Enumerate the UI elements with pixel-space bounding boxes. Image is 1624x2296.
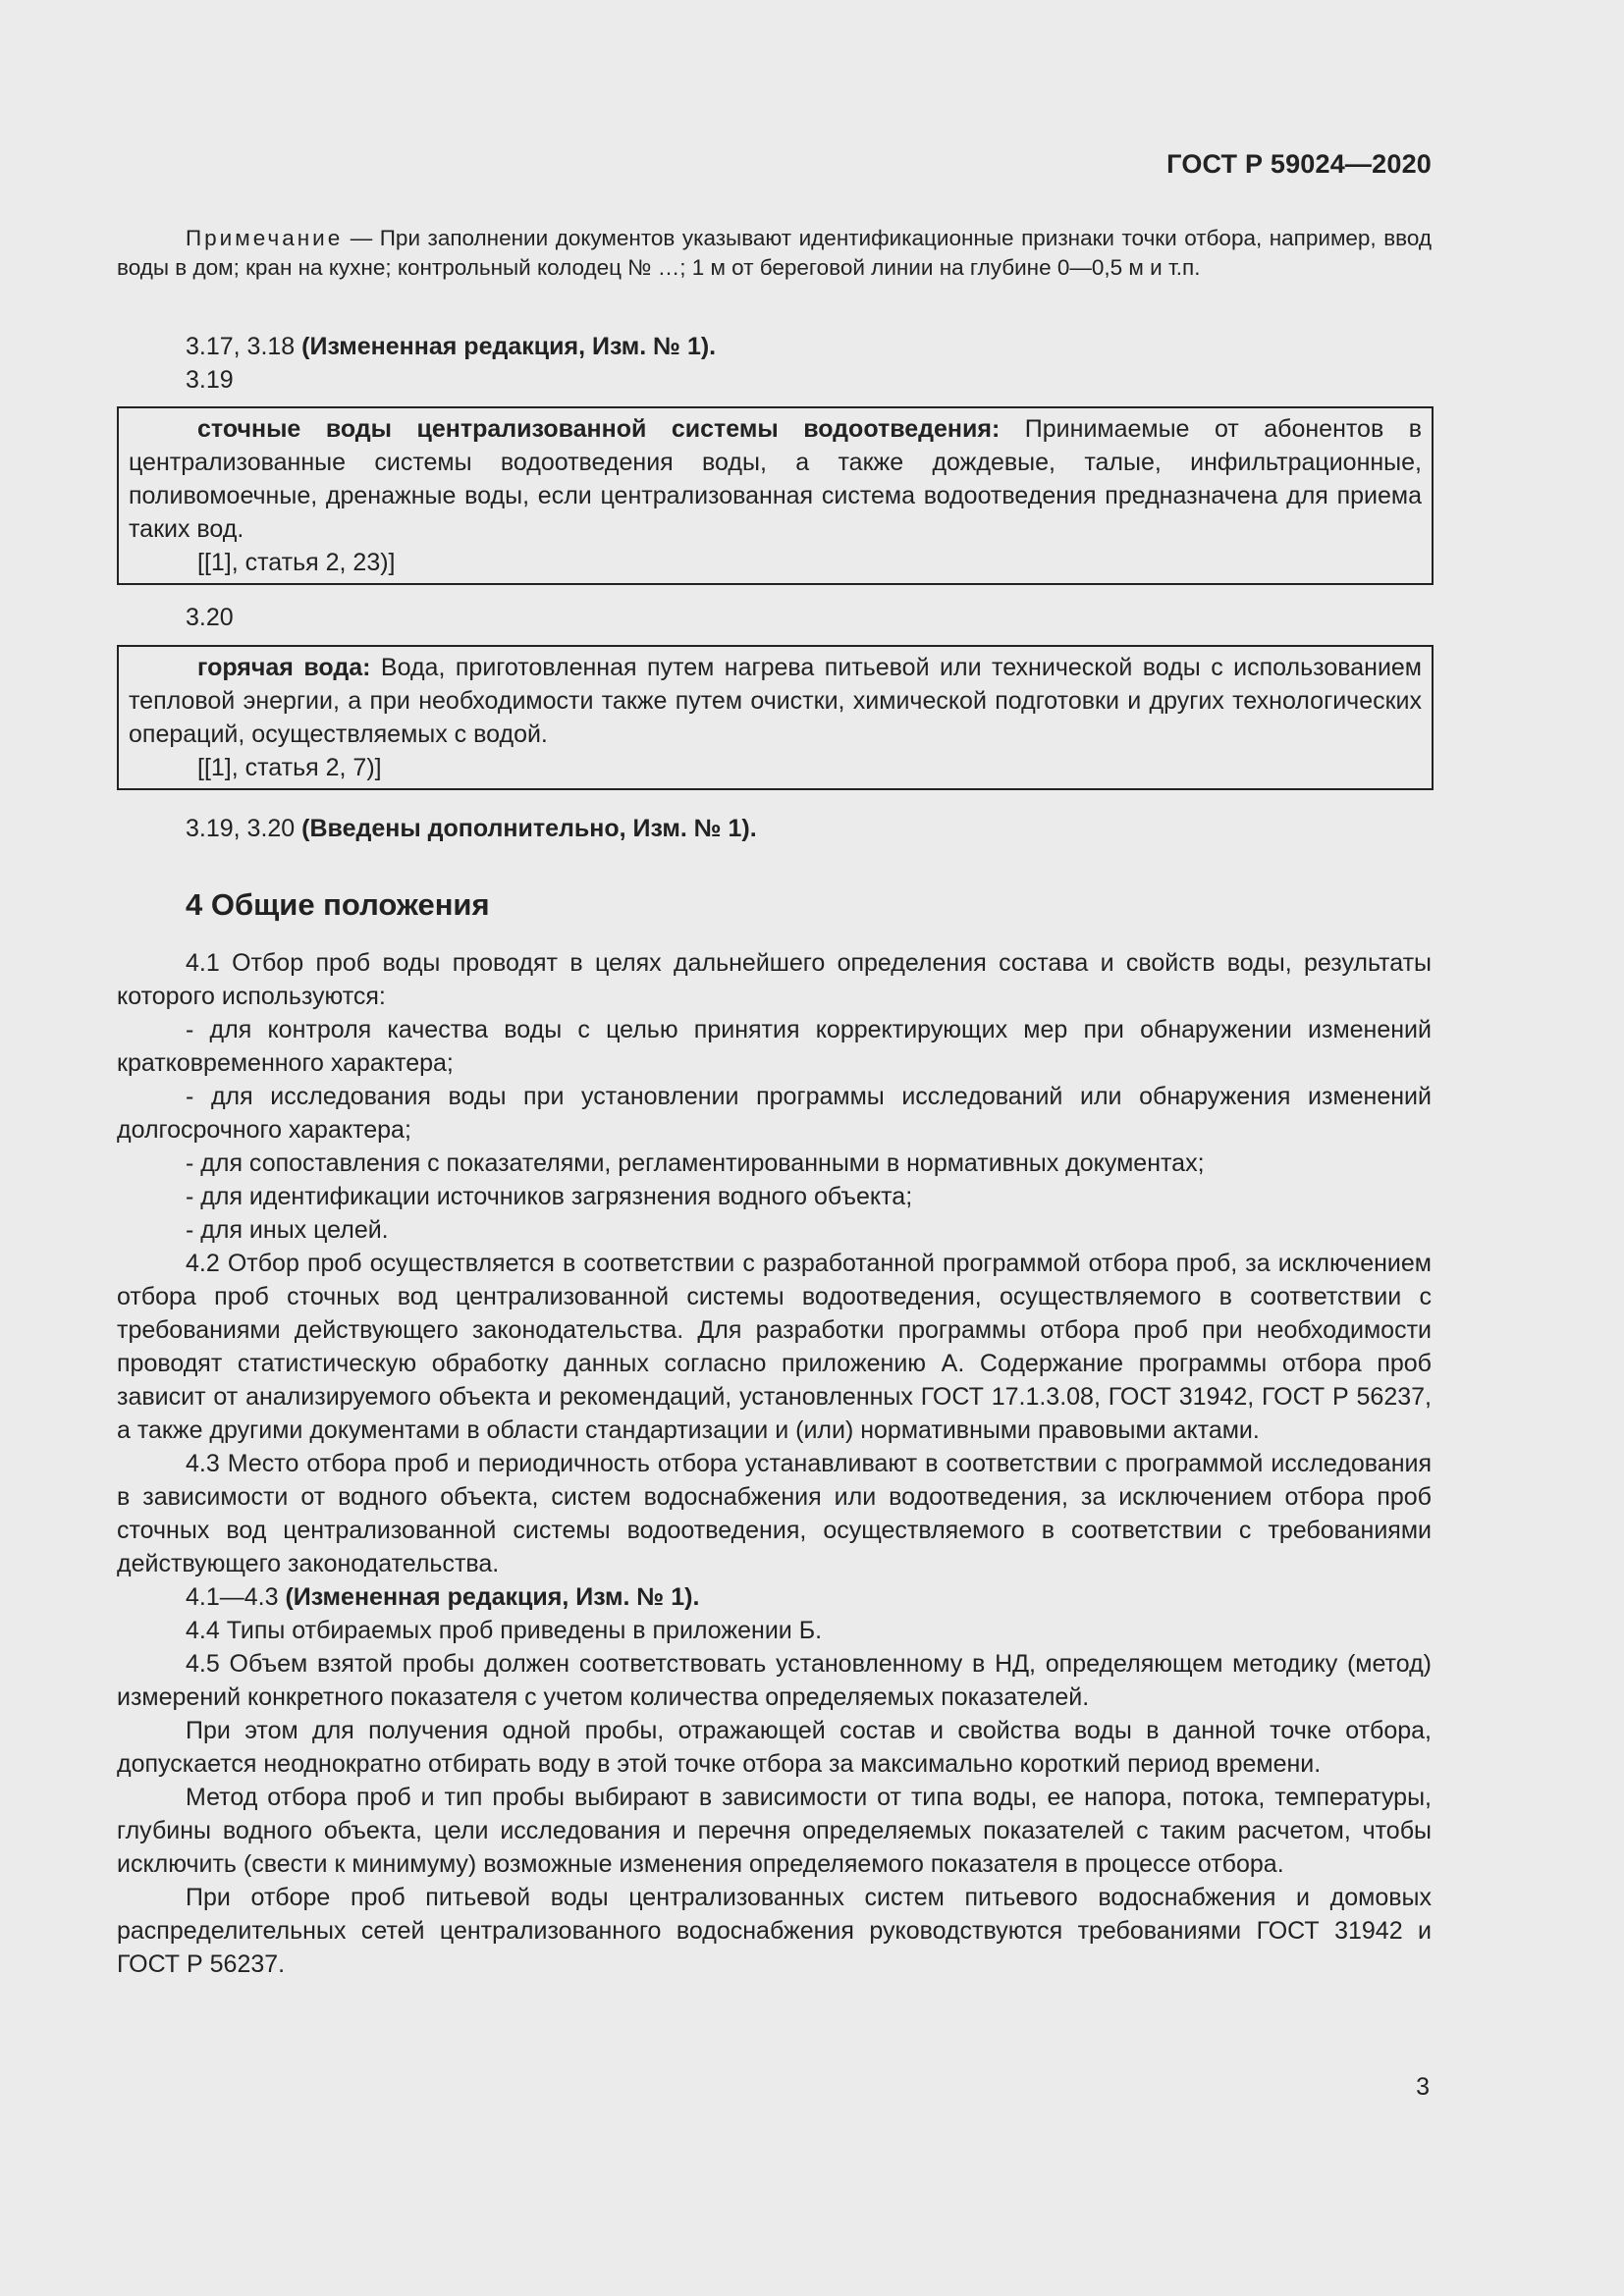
document-code: ГОСТ Р 59024—2020: [1166, 149, 1432, 179]
note-label: Примечание: [186, 226, 344, 250]
section-body: [117, 946, 1432, 1981]
amendment-4-1: [117, 1580, 1432, 1614]
amendment-number: 3.17, 3.18: [186, 333, 302, 360]
term-number-3-20: [117, 601, 1432, 634]
paragraph-4-5-b: При этом для получения одной пробы, отражающей состав и свойства воды в данной точке отбора, допускается неоднократно отбирать воду в этой точке отбора за максимально короткий период времени.: [117, 1717, 1432, 1778]
note-text: — При заполнении документов указывают идентификационные признаки точки отбора, например, ввод воды в дом; кран на кухне; контрольный колодец № …; 1 м от береговой линии на глубине 0—0,5 м и т.п.: [117, 226, 1432, 280]
paragraph-4-5-d: При отборе проб питьевой воды централизованных систем питьевого водоснабжения и домовых распределительных сетей централизованного водоснабжения руководствуются требованиями ГОСТ 31942 и ГОСТ Р 56237.: [117, 1884, 1432, 1978]
note-paragraph: [117, 224, 1432, 283]
list-item: - для сопоставления с показателями, регламентированными в нормативных документах;: [186, 1149, 1205, 1177]
amendment-text: (Введены дополнительно, Изм. № 1).: [301, 815, 757, 842]
section-heading: [117, 885, 1432, 925]
section-title: 4 Общие положения: [186, 887, 490, 922]
amendment-3-19: [117, 812, 1432, 845]
amendment-text: (Измененная редакция, Изм. № 1).: [285, 1583, 700, 1611]
term-box-hot-water: [117, 645, 1434, 790]
term-box-wastewater: [117, 406, 1434, 585]
list-item: - для иных целей.: [186, 1216, 389, 1244]
amendment-text: (Измененная редакция, Изм. № 1).: [301, 333, 717, 360]
term-number: 3.20: [186, 604, 234, 631]
page-number: 3: [1416, 2073, 1430, 2101]
amendment-number: 3.19, 3.20: [186, 815, 302, 842]
term-title: горячая вода:: [197, 654, 371, 681]
term-number: 3.19: [186, 366, 234, 394]
paragraph-4-1: 4.1 Отбор проб воды проводят в целях дальнейшего определения состава и свойств воды, результаты которого используются:: [117, 949, 1432, 1010]
paragraph-4-5-c: Метод отбора проб и тип пробы выбирают в зависимости от типа воды, ее напора, потока, температуры, глубины водного объекта, цели исследования и перечня определяемых показателей с таким расчетом, чтобы исключить (свести к минимуму) возможные изменения определяемого показателя в процессе отбора.: [117, 1784, 1432, 1878]
term-number-3-19: [117, 363, 1432, 397]
term-definition: Вода, приготовленная путем нагрева питьевой или технической воды с использованием тепловой энергии, а при необходимости также путем очистки, химической подготовки и других технологических операций, осуществляемых с водой.: [129, 654, 1422, 748]
paragraph-4-5: 4.5 Объем взятой пробы должен соответствовать установленному в НД, определяющем методику (метод) измерений конкретного показателя с учетом количества определяемых показателей.: [117, 1650, 1432, 1711]
paragraph-4-3: 4.3 Место отбора проб и периодичность отбора устанавливают в соответствии с программой исследования в зависимости от водного объекта, систем водоснабжения или водоотведения, за исключением отбора проб сточных вод централизованной системы водоотведения, осуществляемого в соответствии с требованиями действующего законодательства.: [117, 1450, 1432, 1577]
term-source: [[1], статья 2, 7)]: [197, 754, 382, 781]
list-item: - для идентификации источников загрязнения водного объекта;: [186, 1183, 913, 1210]
list-item: - для контроля качества воды с целью принятия корректирующих мер при обнаружении изменений кратковременного характера;: [117, 1016, 1432, 1077]
term-source: [[1], статья 2, 23)]: [197, 549, 396, 576]
paragraph-4-4: 4.4 Типы отбираемых проб приведены в приложении Б.: [186, 1617, 823, 1644]
term-definition: Принимаемые от абонентов в централизованные системы водоотведения воды, а также дождевые, талые, инфильтрационные, поливомоечные, дренажные воды, если централизованная система водоотведения предназначена для приема таких вод.: [129, 415, 1422, 543]
paragraph-4-2: 4.2 Отбор проб осуществляется в соответствии с разработанной программой отбора проб, за исключением отбора проб сточных вод централизованной системы водоотведения, осуществляемого в соответствии с требованиями действующего законодательства. Для разработки программы отбора проб при необходимости проводят статистическую обработку данных согласно приложению А. Содержание программы отбора проб зависит от анализируемого объекта и рекомендаций, установленных ГОСТ 17.1.3.08, ГОСТ 31942, ГОСТ Р 56237, а также другими документами в области стандартизации и (или) нормативными правовыми актами.: [117, 1250, 1432, 1444]
amendment-3-17: [117, 330, 1432, 363]
list-item: - для исследования воды при установлении программы исследований или обнаружения изменений долгосрочного характера;: [117, 1083, 1432, 1144]
amendment-number: 4.1—4.3: [186, 1583, 286, 1611]
term-title: сточные воды централизованной системы водоотведения:: [197, 415, 1001, 443]
